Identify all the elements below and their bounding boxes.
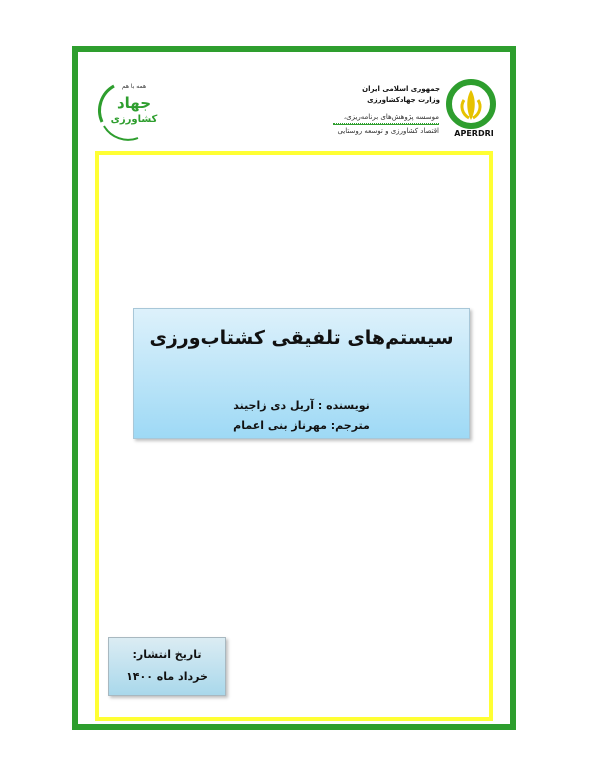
publication-date-value: خرداد ماه ۱۴۰۰ — [126, 670, 208, 683]
gov-line-2: وزارت جهادکشاورزی — [367, 96, 440, 104]
publication-date-box — [108, 637, 226, 696]
gov-line-1: جمهوری اسلامی ایران — [362, 85, 440, 93]
title-box — [133, 308, 470, 439]
translator-line: مترجم: مهرناز بنی اعمام — [233, 419, 370, 432]
institute-name — [333, 112, 439, 137]
book-title: سیستم‌های تلفیقی کشتاب‌ورزی — [149, 327, 454, 349]
aperdri-label: APERDRI — [454, 129, 494, 138]
institute-line-1: موسسه پژوهش‌های برنامه‌ریزی، — [333, 112, 439, 124]
jahad-subtitle: کشاورزی — [110, 114, 158, 125]
author-line: نویسنده : آریل دی زاجیند — [233, 399, 370, 412]
aperdri-logo — [438, 78, 508, 140]
jahad-tagline: همه با هم — [121, 83, 147, 90]
publication-date-label: تاریخ انتشار: — [132, 648, 202, 661]
jahad-title: جهاد — [116, 94, 152, 112]
jahad-keshavarzi-logo — [94, 76, 162, 144]
institute-line-2: اقتصاد کشاورزی و توسعه روستایی — [333, 124, 439, 137]
government-header — [330, 84, 440, 106]
